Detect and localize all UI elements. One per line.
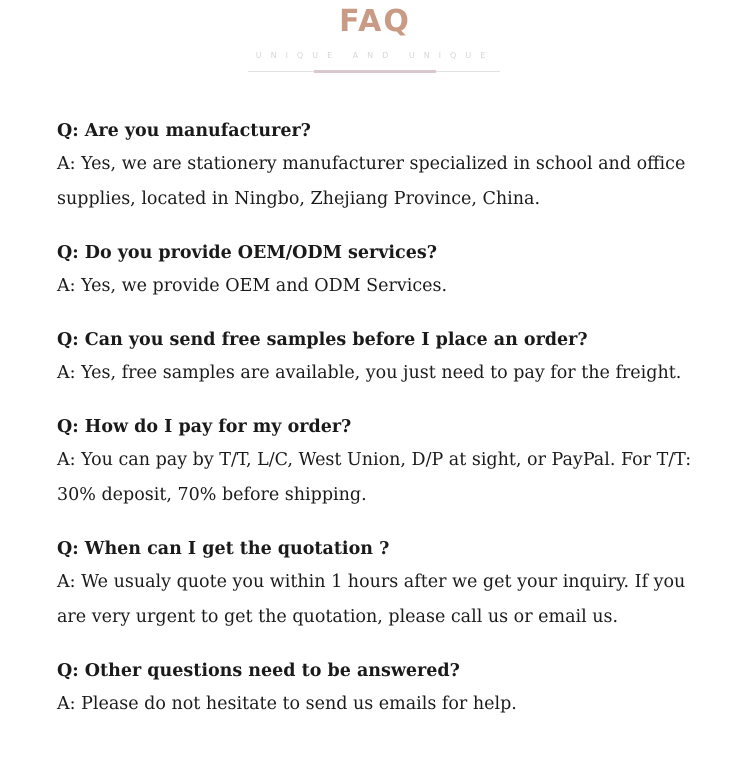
faq-answer: A: We usualy quote you within 1 hours after we get your inquiry. If you are very urgent to get the quotation, please call us or email us. bbox=[57, 572, 686, 627]
page-title: FAQ bbox=[339, 4, 411, 39]
faq-answer: A: Yes, we are stationery manufacturer specialized in school and office supplies, located in Ningbo, Zhejiang Province, China. bbox=[57, 154, 686, 209]
faq-item bbox=[57, 657, 717, 722]
faq-question: Q: Other questions need to be answered? bbox=[57, 661, 460, 681]
faq-item bbox=[57, 535, 717, 635]
faq-list bbox=[57, 117, 717, 722]
page-subtitle: UNIQUE AND UNIQUE bbox=[255, 51, 495, 60]
faq-question: Q: Do you provide OEM/ODM services? bbox=[57, 243, 437, 263]
faq-question: Q: How do I pay for my order? bbox=[57, 417, 352, 437]
faq-answer: A: Please do not hesitate to send us emails for help. bbox=[57, 694, 517, 714]
faq-answer: A: You can pay by T/T, L/C, West Union, D/P at sight, or PayPal. For T/T: 30% deposit, 70% before shipping. bbox=[57, 450, 692, 505]
faq-item bbox=[57, 413, 717, 513]
faq-header bbox=[0, 0, 750, 80]
faq-answer: A: Yes, we provide OEM and ODM Services. bbox=[57, 276, 448, 296]
faq-answer: A: Yes, free samples are available, you just need to pay for the freight. bbox=[57, 363, 682, 383]
faq-item bbox=[57, 239, 717, 304]
faq-question: Q: When can I get the quotation ? bbox=[57, 539, 390, 559]
faq-question: Q: Can you send free samples before I place an order? bbox=[57, 330, 588, 350]
faq-question: Q: Are you manufacturer? bbox=[57, 121, 311, 141]
divider-accent bbox=[314, 70, 436, 73]
faq-item bbox=[57, 117, 717, 217]
faq-item bbox=[57, 326, 717, 391]
